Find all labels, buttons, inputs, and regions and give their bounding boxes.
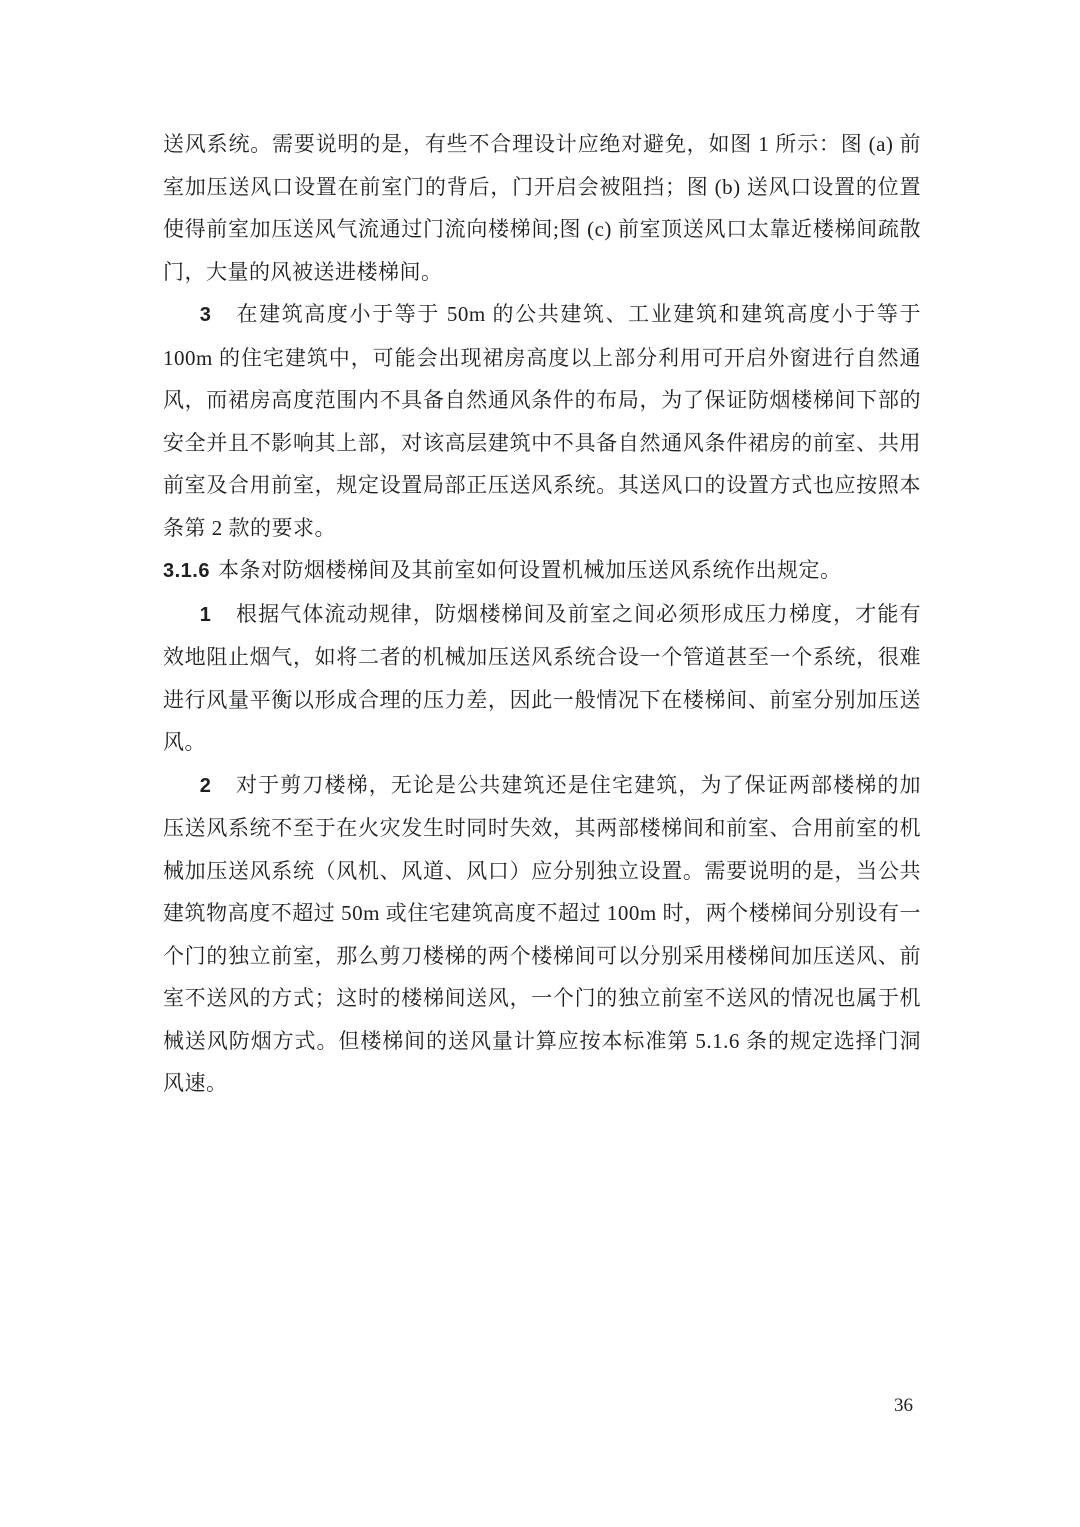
item-number: 3: [199, 304, 212, 326]
paragraph-continuation: [163, 123, 921, 293]
paragraph-item-1: [163, 593, 921, 764]
item-number: 1: [199, 603, 212, 626]
paragraph-text: 本条对防烟楼梯间及其前室如何设置机械加压送风系统作出规定。: [217, 558, 842, 582]
paragraph-item-3: [163, 293, 921, 549]
section-number: 3.1.6: [163, 560, 210, 582]
text-content: [163, 123, 921, 1105]
paragraph-text: 在建筑高度小于等于 50m 的公共建筑、工业建筑和建筑高度小于等于 100m 的住宅建筑中，可能会出现裙房高度以上部分利用可开启外窗进行自然通风，而裙房高度范围内不具备自然通风条件的布局，为了保证防烟楼梯间下部的安全并且不影响其上部，对该高层建筑中不具备自然通风条件裙房的前室、共用前室及合用前室，规定设置局部正压送风系统。其送风口的设置方式也应按照本条第 2 款的要求。: [163, 302, 921, 540]
item-number: 2: [199, 774, 212, 797]
page-number: 36: [894, 1395, 913, 1416]
paragraph-text: 根据气体流动规律，防烟楼梯间及前室之间必须形成压力梯度，才能有效地阻止烟气，如将二者的机械加压送风系统合设一个管道甚至一个系统，很难进行风量平衡以形成合理的压力差，因此一般情况下在楼梯间、前室分别加压送风。: [163, 601, 921, 754]
paragraph-section-3-1-6: [163, 549, 921, 593]
paragraph-text: 送风系统。需要说明的是，有些不合理设计应绝对避免，如图 1 所示：图 (a) 前室加压送风口设置在前室门的背后，门开启会被阻挡；图 (b) 送风口设置的位置使得前室加压送风气流通过门流向楼梯间;图 (c) 前室顶送风口太靠近楼梯间疏散门，大量的风被送进楼梯间。: [163, 132, 921, 284]
paragraph-item-2: [163, 764, 921, 1105]
paragraph-text: 对于剪刀楼梯，无论是公共建筑还是住宅建筑，为了保证两部楼梯的加压送风系统不至于在火灾发生时同时失效，其两部楼梯间和前室、合用前室的机械加压送风系统（风机、风道、风口）应分别独立设置。需要说明的是，当公共建筑物高度不超过 50m 或住宅建筑高度不超过 100m 时，两个楼梯间分别设有一个门的独立前室，那么剪刀楼梯的两个楼梯间可以分别采用楼梯间加压送风、前室不送风的方式；这时的楼梯间送风，一个门的独立前室不送风的情况也属于机械送风防烟方式。但楼梯间的送风量计算应按本标准第 5.1.6 条的规定选择门洞风速。: [163, 772, 921, 1095]
